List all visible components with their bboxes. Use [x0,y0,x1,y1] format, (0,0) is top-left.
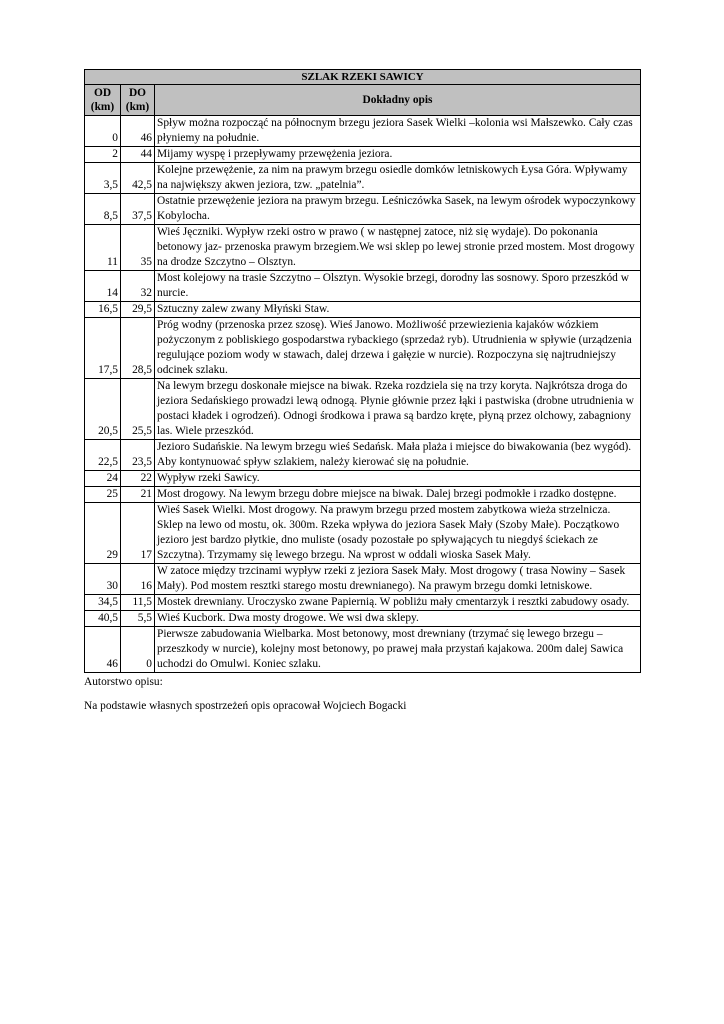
table-row [85,471,641,487]
row-do-km: 29,5 [121,302,155,318]
table-row [85,302,641,318]
row-od-km: 8,5 [85,194,121,225]
route-table [84,69,641,673]
header-description: Dokładny opis [155,85,641,116]
table-row [85,440,641,471]
table-body [85,116,641,673]
row-do-km: 28,5 [121,318,155,379]
row-od-km: 0 [85,116,121,147]
table-row [85,487,641,503]
row-description: Spływ można rozpocząć na północnym brzegu jeziora Sasek Wielki –kolonia wsi Małszewko. Cały czas płyniemy na południe. [155,116,641,147]
row-od-km: 3,5 [85,163,121,194]
row-do-km: 22 [121,471,155,487]
table-row [85,503,641,564]
row-do-km: 25,5 [121,379,155,440]
row-do-km: 21 [121,487,155,503]
row-do-km: 5,5 [121,611,155,627]
row-od-km: 46 [85,627,121,673]
table-row [85,564,641,595]
table-row [85,611,641,627]
table-row [85,627,641,673]
row-description: Mostek drewniany. Uroczysko zwane Papiernią. W pobliżu mały cmentarzyk i resztki zabudowy osady. [155,595,641,611]
row-do-km: 37,5 [121,194,155,225]
row-od-km: 2 [85,147,121,163]
row-description: Wieś Kucbork. Dwa mosty drogowe. We wsi dwa sklepy. [155,611,641,627]
row-do-km: 0 [121,627,155,673]
table-row [85,116,641,147]
row-od-km: 14 [85,271,121,302]
row-description: Ostatnie przewężenie jeziora na prawym brzegu. Leśniczówka Sasek, na lewym ośrodek wypoczynkowy Kobylocha. [155,194,641,225]
row-description: Wieś Sasek Wielki. Most drogowy. Na prawym brzegu przed mostem zabytkowa wieża strzelnicza. Sklep na lewo od mostu, ok. 300m. Rzeka wpływa do jeziora Sasek Mały (Szoby Małe). Początkowo jezioro jest bardzo płytkie, dno muliste (osady pozostałe po spływających tu niegdyś ściekach ze Szczytna). Trzymamy się lewego brzegu. Na wprost w oddali wioska Sasek Mały. [155,503,641,564]
author-text: Na podstawie własnych spostrzeżeń opis opracował Wojciech Bogacki [84,700,407,712]
row-do-km: 16 [121,564,155,595]
row-description: Sztuczny zalew zwany Młyński Staw. [155,302,641,318]
row-do-km: 46 [121,116,155,147]
row-od-km: 40,5 [85,611,121,627]
row-description: Kolejne przewężenie, za nim na prawym brzegu osiedle domków letniskowych Łysa Góra. Wpływamy na największy akwen jeziora, tzw. „patelnia”. [155,163,641,194]
row-do-km: 44 [121,147,155,163]
header-od: OD (km) [85,85,121,116]
row-do-km: 17 [121,503,155,564]
row-od-km: 11 [85,225,121,271]
row-description: W zatoce między trzcinami wypływ rzeki z jeziora Sasek Mały. Most drogowy ( trasa Nowiny – Sasek Mały). Pod mostem resztki starego mostu drewnianego). Na prawym brzegu domki letniskowe. [155,564,641,595]
row-description: Most kolejowy na trasie Szczytno – Olsztyn. Wysokie brzegi, dorodny las sosnowy. Sporo przeszkód w nurcie. [155,271,641,302]
author-label: Autorstwo opisu: [84,676,163,688]
row-od-km: 24 [85,471,121,487]
row-description: Jezioro Sudańskie. Na lewym brzegu wieś Sedańsk. Mała plaża i miejsce do biwakowania (bez wygód). Aby kontynuować spływ szlakiem, należy kierować się na południe. [155,440,641,471]
row-od-km: 16,5 [85,302,121,318]
row-od-km: 34,5 [85,595,121,611]
row-description: Na lewym brzegu doskonałe miejsce na biwak. Rzeka rozdziela się na trzy koryta. Najkrótsza droga do jeziora Sedańskiego prowadzi lewą odnogą. Płynie głównie przez łąki i pastwiska (drobne utrudnienia w postaci kładek i ogrodzeń). Odnogi środkowa i prawa są bardzo kręte, płyną przez olchowy, zabagniony las. Wiele przeszkód. [155,379,641,440]
table-row [85,318,641,379]
row-od-km: 17,5 [85,318,121,379]
row-do-km: 11,5 [121,595,155,611]
row-description: Wypływ rzeki Sawicy. [155,471,641,487]
table-title: SZLAK RZEKI SAWICY [85,70,641,85]
row-od-km: 29 [85,503,121,564]
document-page [84,69,641,714]
row-description: Mijamy wyspę i przepływamy przewężenia jeziora. [155,147,641,163]
row-od-km: 22,5 [85,440,121,471]
row-description: Most drogowy. Na lewym brzegu dobre miejsce na biwak. Dalej brzegi podmokłe i rzadko dostępne. [155,487,641,503]
row-do-km: 32 [121,271,155,302]
row-description: Wieś Jęczniki. Wypływ rzeki ostro w prawo ( w następnej zatoce, niż się wydaje). Do pokonania betonowy jaz- przenoska prawym brzegiem.We wsi sklep po lewej stronie przed mostem. Most drogowy na drodze Szczytno – Olsztyn. [155,225,641,271]
row-do-km: 23,5 [121,440,155,471]
row-description: Próg wodny (przenoska przez szosę). Wieś Janowo. Możliwość przewiezienia kajaków wózkiem pożyczonym z pobliskiego gospodarstwa rybackiego (sprzedaż ryb). Utrudnienia w spływie (urządzenia regulujące poziom wody w stawach, dalej drzewa i gałęzie w nurcie). Rozpoczyna się najtrudniejszy odcinek szlaku. [155,318,641,379]
table-row [85,271,641,302]
row-od-km: 20,5 [85,379,121,440]
table-row [85,163,641,194]
row-od-km: 25 [85,487,121,503]
row-description: Pierwsze zabudowania Wielbarka. Most betonowy, most drewniany (trzymać się lewego brzegu – przeszkody w nurcie), kolejny most betonowy, po prawej mała przystań kajakowa. 200m dalej Sawica uchodzi do Omulwi. Koniec szlaku. [155,627,641,673]
header-do: DO (km) [121,85,155,116]
table-row [85,225,641,271]
table-row [85,194,641,225]
table-row [85,379,641,440]
row-do-km: 35 [121,225,155,271]
row-do-km: 42,5 [121,163,155,194]
row-od-km: 30 [85,564,121,595]
table-row [85,147,641,163]
table-row [85,595,641,611]
